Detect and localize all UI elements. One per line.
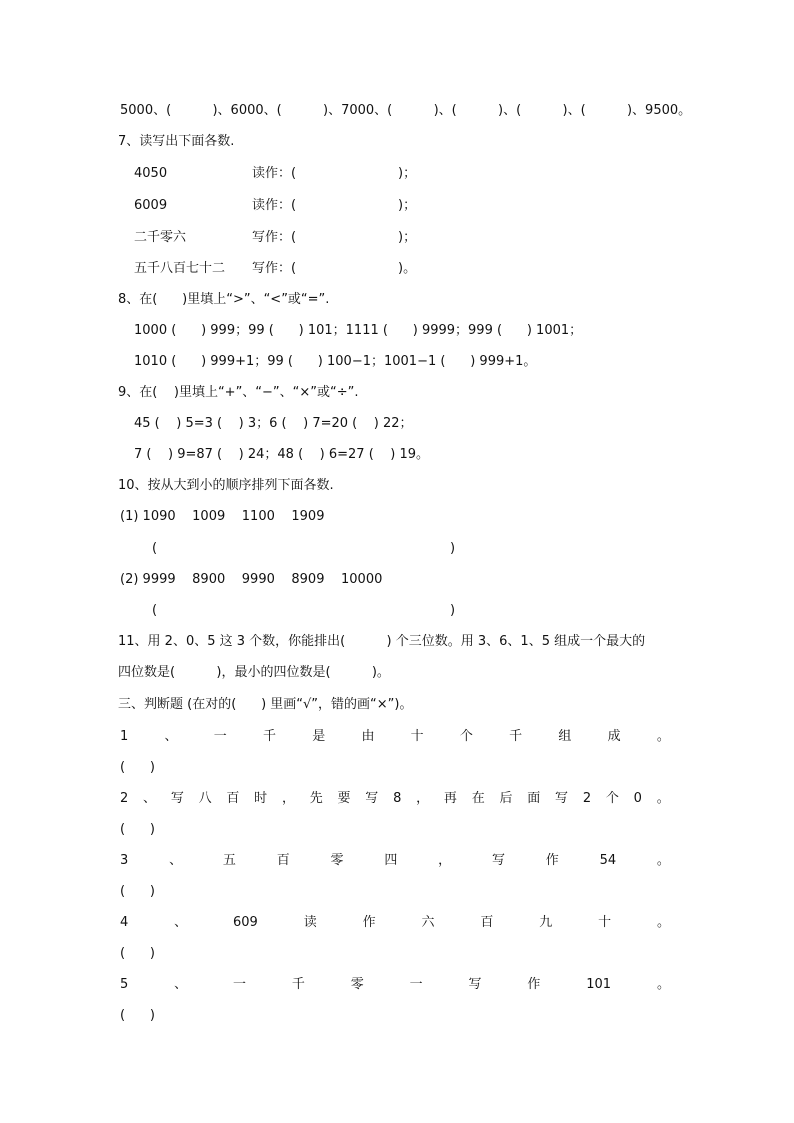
- judgment-2-char: 写: [170, 791, 184, 806]
- judgment-3-char: ，: [438, 853, 452, 868]
- judgment-4-answer: ( ): [120, 946, 155, 961]
- q7-close-3: )；: [398, 230, 417, 245]
- q7-close-1: )；: [398, 166, 417, 181]
- q7-label-3: 写作：(: [252, 230, 297, 245]
- judgment-4-char: 作: [362, 915, 376, 930]
- judgment-2-answer: ( ): [120, 822, 155, 837]
- judgment-4-char: 读: [303, 915, 317, 930]
- judgment-2-char: 写: [555, 791, 569, 806]
- judgment-4-char: 百: [480, 915, 494, 930]
- q10-title: 10、按从大到小的顺序排列下面各数.: [118, 478, 334, 493]
- judgment-3-char: 。: [656, 853, 670, 868]
- judgment-4-char: 609: [233, 915, 258, 930]
- judgment-5-char: 101: [586, 977, 612, 992]
- judgment-3-char: 、: [169, 853, 183, 868]
- judgment-4: [120, 913, 670, 933]
- judgment-2-char: 2: [120, 791, 129, 806]
- judgment-3-char: 四: [384, 853, 398, 868]
- q11-line-1: 11、用 2、0、5 这 3 个数，你能排出( ) 个三位数。用 3、6、1、5 组成一个最大的: [118, 634, 646, 649]
- judgment-5: [120, 975, 670, 995]
- q7-item-2: 6009: [134, 198, 168, 213]
- q8-line-1: 1000 ( ) 999；99 ( ) 101；1111 ( ) 9999；999 ( ) 1001；: [134, 323, 583, 338]
- judgment-5-char: 5: [120, 977, 129, 992]
- judgment-2-char: 、: [143, 791, 157, 806]
- judgment-3: [120, 851, 670, 871]
- judgment-3-char: 五: [222, 853, 236, 868]
- q9-line-1: 45 ( ) 5=3 ( ) 3；6 ( ) 7=20 ( ) 22；: [134, 416, 413, 431]
- judgment-2-char: 八: [198, 791, 212, 806]
- judgment-1-char: 、: [164, 729, 178, 744]
- judgment-3-char: 54: [599, 853, 617, 868]
- judgment-3-char: 作: [545, 853, 559, 868]
- judgment-1: [120, 727, 670, 747]
- q10-answer-1-close: ): [450, 541, 456, 556]
- judgment-3-char: 写: [491, 853, 505, 868]
- judgment-2-char: 在: [471, 791, 485, 806]
- judgment-1-char: 千: [262, 729, 276, 744]
- q7-label-4: 写作：(: [252, 261, 297, 276]
- q8-title: 8、在( )里填上“>”、“<”或“=”.: [118, 292, 330, 307]
- judgment-2-char: 面: [527, 791, 541, 806]
- q7-item-1: 4050: [134, 166, 168, 181]
- q7-label-1: 读作：(: [252, 166, 297, 181]
- judgment-2-char: 0: [633, 791, 642, 806]
- q9-line-2: 7 ( ) 9=87 ( ) 24；48 ( ) 6=27 ( ) 19。: [134, 447, 430, 462]
- judgment-1-char: 是: [312, 729, 326, 744]
- judgment-5-char: 、: [174, 977, 188, 992]
- q11-line-2: 四位数是( )，最小的四位数是( )。: [118, 665, 390, 680]
- judgment-5-char: 写: [468, 977, 482, 992]
- judgment-2-char: ，: [416, 791, 430, 806]
- q8-line-2: 1010 ( ) 999+1；99 ( ) 100−1；1001−1 ( ) 999+1。: [134, 354, 537, 369]
- judgment-2-char: 2: [582, 791, 592, 806]
- q10-part-2: (2) 9999 8900 9990 8909 10000: [120, 572, 383, 587]
- judgment-1-char: 由: [361, 729, 375, 744]
- judgment-2-char: 先: [309, 791, 323, 806]
- q7-label-2: 读作：(: [252, 198, 297, 213]
- judgment-2-char: 时: [254, 791, 268, 806]
- judgment-1-char: 十: [410, 729, 424, 744]
- judgment-1-char: 成: [607, 729, 621, 744]
- judgment-4-char: 。: [656, 915, 670, 930]
- judgment-2-char: 个: [605, 791, 619, 806]
- judgment-4-char: 十: [598, 915, 612, 930]
- judgment-2-char: 百: [226, 791, 240, 806]
- judgment-5-char: 一: [409, 977, 423, 992]
- judgment-1-char: 。: [656, 729, 670, 744]
- judgment-1-char: 一: [213, 729, 227, 744]
- q10-answer-1-open: (: [152, 541, 158, 556]
- judgment-4-char: 、: [174, 915, 188, 930]
- q9-title: 9、在( )里填上“+”、“−”、“×”或“÷”.: [118, 385, 359, 400]
- judgment-2-char: ，: [281, 791, 295, 806]
- judgment-2-char: 要: [337, 791, 351, 806]
- judgment-2-char: 8: [393, 791, 402, 806]
- judgment-3-char: 零: [330, 853, 344, 868]
- section-3-title: 三、判断题 (在对的( ) 里画“√”，错的画“×”)。: [118, 697, 413, 712]
- judgment-4-char: 九: [539, 915, 553, 930]
- q10-part-1: (1) 1090 1009 1100 1909: [120, 509, 325, 524]
- judgment-5-char: 零: [350, 977, 364, 992]
- q10-answer-2-close: ): [450, 603, 456, 618]
- judgment-1-char: 千: [509, 729, 523, 744]
- judgment-5-char: 作: [527, 977, 541, 992]
- q7-title: 7、读写出下面各数.: [118, 134, 235, 149]
- judgment-1-answer: ( ): [120, 760, 155, 775]
- q10-answer-2-open: (: [152, 603, 158, 618]
- judgment-2-char: 写: [365, 791, 379, 806]
- judgment-4-char: 4: [120, 915, 129, 930]
- q7-item-3: 二千零六: [134, 230, 187, 245]
- judgment-5-char: 一: [233, 977, 247, 992]
- judgment-2-char: 后: [499, 791, 513, 806]
- judgment-1-char: 1: [120, 729, 129, 744]
- judgment-5-answer: ( ): [120, 1008, 155, 1023]
- judgment-1-char: 组: [558, 729, 572, 744]
- judgment-3-char: 3: [120, 853, 129, 868]
- judgment-2-char: 再: [443, 791, 457, 806]
- judgment-3-answer: ( ): [120, 884, 155, 899]
- q7-close-2: )；: [398, 198, 417, 213]
- judgment-4-char: 六: [421, 915, 435, 930]
- q6-sequence: 5000、( )、6000、( )、7000、( )、( )、( )、( )、9500。: [120, 103, 692, 118]
- q7-close-4: )。: [398, 261, 417, 276]
- judgment-3-char: 百: [276, 853, 290, 868]
- judgment-5-char: 千: [291, 977, 305, 992]
- judgment-2-char: 。: [656, 791, 670, 806]
- judgment-2: [120, 789, 670, 809]
- judgment-5-char: 。: [656, 977, 670, 992]
- q7-item-4: 五千八百七十二: [134, 261, 226, 276]
- judgment-1-char: 个: [459, 729, 473, 744]
